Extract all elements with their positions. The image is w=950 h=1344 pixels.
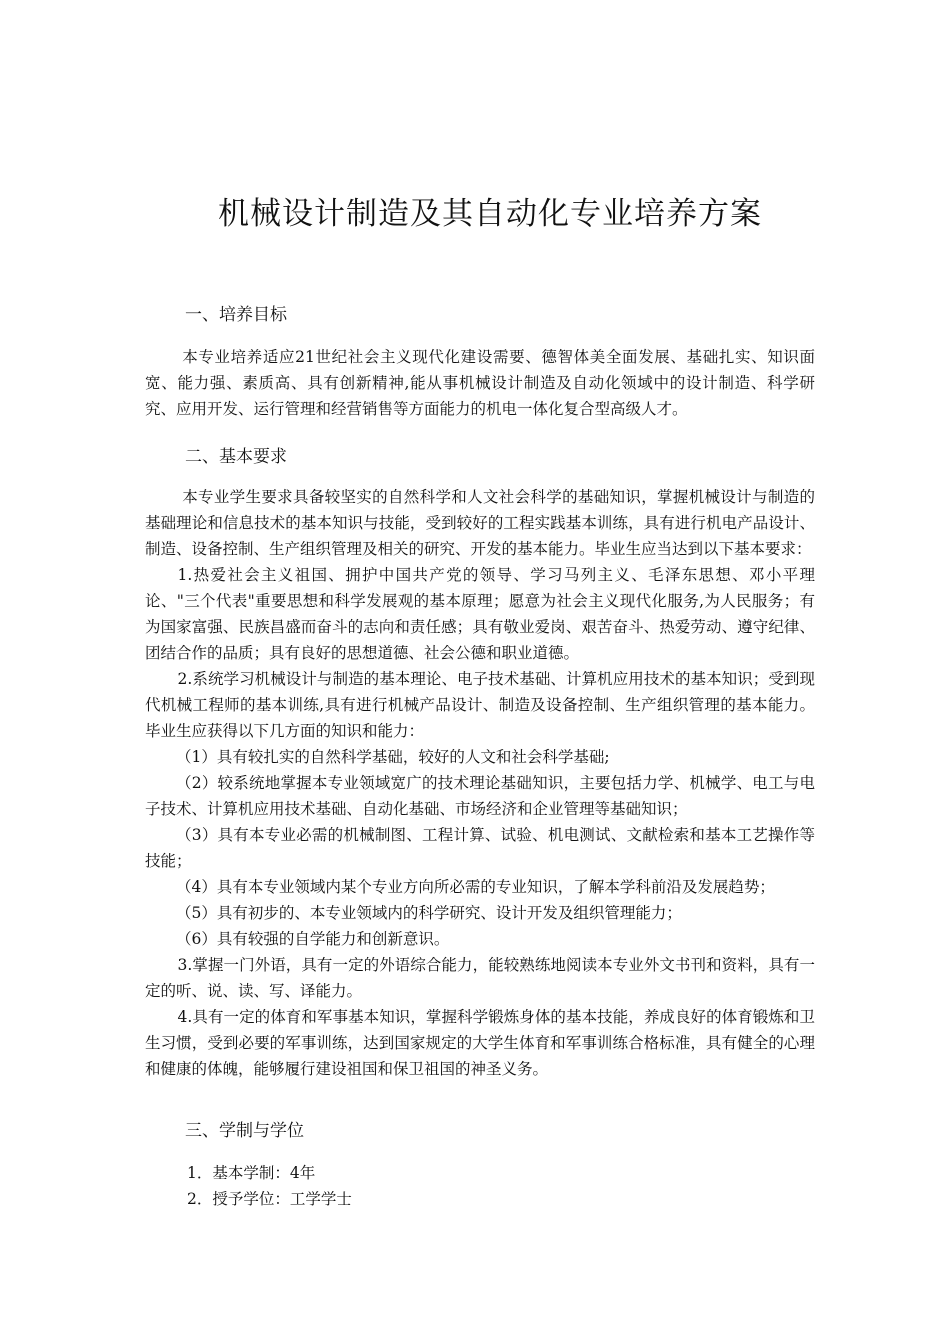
degree-item-duration: 1．基本学制：4年	[187, 1164, 316, 1182]
document-title: 机械设计制造及其自动化专业培养方案	[218, 196, 762, 232]
section-body-requirements	[145, 484, 815, 1082]
sub-item: （3）具有本专业必需的机械制图、工程计算、试验、机电测试、文献检索和基本工艺操作等技能；	[145, 826, 815, 870]
sub-item: （6）具有较强的自学能力和创新意识。	[176, 930, 450, 948]
section-body-objective	[145, 344, 815, 422]
requirement-item-3: 3.掌握一门外语，具有一定的外语综合能力，能较熟练地阅读本专业外文书刊和资料，具有一定的听、说、读、写、译能力。	[145, 956, 815, 1000]
paragraph-intro: 本专业学生要求具备较坚实的自然科学和人文社会科学的基础知识，掌握机械设计与制造的基础理论和信息技术的基本知识与技能，受到较好的工程实践基本训练，具有进行机电产品设计、制造、设备控制、生产组织管理及相关的研究、开发的基本能力。毕业生应当达到以下基本要求：	[145, 488, 815, 558]
sub-item: （5）具有初步的、本专业领域内的科学研究、设计开发及组织管理能力；	[176, 904, 682, 922]
section-body-duration-degree	[145, 1160, 815, 1212]
requirement-item-4: 4.具有一定的体育和军事基本知识，掌握科学锻炼身体的基本技能，养成良好的体育锻炼和卫生习惯，受到必要的军事训练，达到国家规定的大学生体育和军事训练合格标准，具有健全的心理和健康的体魄，能够履行建设祖国和保卫祖国的神圣义务。	[145, 1008, 815, 1078]
sub-item: （1）具有较扎实的自然科学基础，较好的人文和社会科学基础;	[176, 748, 610, 766]
section-heading-duration-degree: 三、学制与学位	[185, 1121, 304, 1141]
sub-item: （2）较系统地掌握本专业领域宽广的技术理论基础知识，主要包括力学、机械学、电工与电子技术、计算机应用技术基础、自动化基础、市场经济和企业管理等基础知识；	[145, 774, 815, 818]
paragraph: 本专业培养适应21世纪社会主义现代化建设需要、德智体美全面发展、基础扎实、知识面宽、能力强、素质高、具有创新精神,能从事机械设计制造及自动化领域中的设计制造、科学研究、应用开发、运行管理和经营销售等方面能力的机电一体化复合型高级人才。	[145, 348, 815, 418]
requirement-item-2: 2.系统学习机械设计与制造的基本理论、电子技术基础、计算机应用技术的基本知识；受到现代机械工程师的基本训练,具有进行机械产品设计、制造及设备控制、生产组织管理的基本能力。毕业生应获得以下几方面的知识和能力：	[145, 670, 815, 740]
requirement-item-1: 1.热爱社会主义祖国、拥护中国共产党的领导、学习马列主义、毛泽东思想、邓小平理论、"三个代表"重要思想和科学发展观的基本原理；愿意为社会主义现代化服务,为人民服务；有为国家富强、民族昌盛而奋斗的志向和责任感；具有敬业爱岗、艰苦奋斗、热爱劳动、遵守纪律、团结合作的品质；具有良好的思想道德、社会公德和职业道德。	[145, 566, 815, 662]
section-heading-objective: 一、培养目标	[185, 305, 287, 325]
section-heading-requirements: 二、基本要求	[185, 447, 287, 467]
sub-item: （4）具有本专业领域内某个专业方向所必需的专业知识，了解本学科前沿及发展趋势；	[176, 878, 775, 896]
degree-item-degree: 2．授予学位：工学学士	[187, 1190, 352, 1208]
